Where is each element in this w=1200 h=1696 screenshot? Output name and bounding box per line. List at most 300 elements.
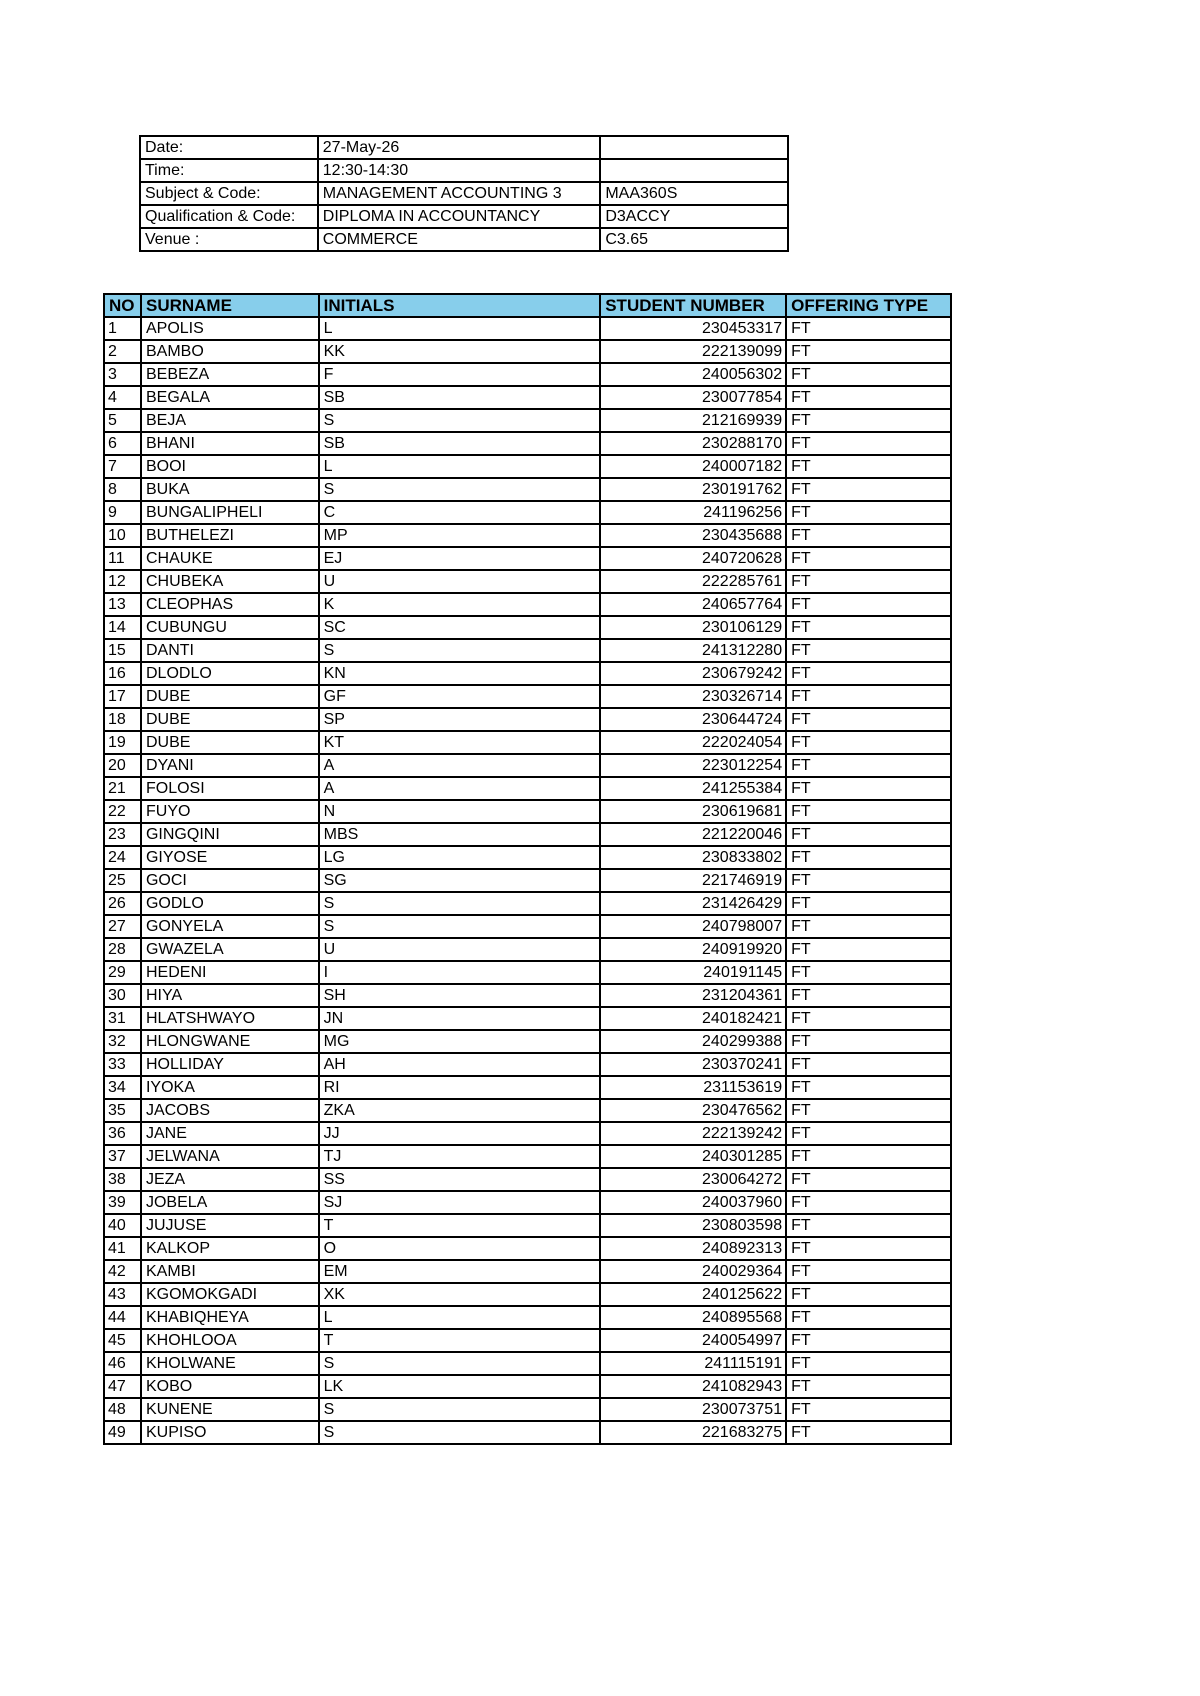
- cell-initials: T: [319, 1214, 601, 1237]
- cell-offering-type: FT: [786, 777, 951, 800]
- cell-offering-type: FT: [786, 1398, 951, 1421]
- cell-student-number: 221746919: [600, 869, 786, 892]
- cell-no: 5: [104, 409, 141, 432]
- cell-initials: JJ: [319, 1122, 601, 1145]
- cell-offering-type: FT: [786, 1306, 951, 1329]
- table-row: [104, 1283, 951, 1306]
- cell-student-number: 240056302: [600, 363, 786, 386]
- cell-initials: N: [319, 800, 601, 823]
- cell-student-number: 221220046: [600, 823, 786, 846]
- cell-offering-type: FT: [786, 1421, 951, 1444]
- cell-no: 46: [104, 1352, 141, 1375]
- cell-offering-type: FT: [786, 317, 951, 340]
- table-row: [104, 616, 951, 639]
- cell-initials: S: [319, 639, 601, 662]
- cell-initials: F: [319, 363, 601, 386]
- cell-offering-type: FT: [786, 938, 951, 961]
- table-row: [104, 1099, 951, 1122]
- cell-initials: LK: [319, 1375, 601, 1398]
- cell-offering-type: FT: [786, 961, 951, 984]
- cell-initials: A: [319, 777, 601, 800]
- table-row: [104, 1191, 951, 1214]
- table-row: [104, 547, 951, 570]
- cell-surname: DLODLO: [141, 662, 319, 685]
- cell-offering-type: FT: [786, 1329, 951, 1352]
- cell-student-number: 230453317: [600, 317, 786, 340]
- cell-no: 27: [104, 915, 141, 938]
- cell-student-number: 240054997: [600, 1329, 786, 1352]
- exam-info-row: [140, 136, 788, 159]
- table-row: [104, 1168, 951, 1191]
- cell-initials: KT: [319, 731, 601, 754]
- cell-no: 24: [104, 846, 141, 869]
- cell-no: 44: [104, 1306, 141, 1329]
- student-list-body: [104, 317, 951, 1444]
- cell-surname: JELWANA: [141, 1145, 319, 1168]
- cell-surname: HLONGWANE: [141, 1030, 319, 1053]
- cell-student-number: 240191145: [600, 961, 786, 984]
- student-list-table: [103, 293, 952, 1445]
- cell-student-number: 240895568: [600, 1306, 786, 1329]
- cell-no: 20: [104, 754, 141, 777]
- cell-offering-type: FT: [786, 1191, 951, 1214]
- cell-student-number: 240125622: [600, 1283, 786, 1306]
- cell-surname: KUPISO: [141, 1421, 319, 1444]
- cell-no: 7: [104, 455, 141, 478]
- info-label: Time:: [140, 159, 318, 182]
- cell-surname: GIYOSE: [141, 846, 319, 869]
- cell-offering-type: FT: [786, 869, 951, 892]
- cell-surname: FUYO: [141, 800, 319, 823]
- cell-no: 34: [104, 1076, 141, 1099]
- cell-initials: S: [319, 478, 601, 501]
- cell-surname: HIYA: [141, 984, 319, 1007]
- info-code: C3.65: [600, 228, 788, 251]
- cell-student-number: 230644724: [600, 708, 786, 731]
- cell-student-number: 230106129: [600, 616, 786, 639]
- cell-surname: BUTHELEZI: [141, 524, 319, 547]
- cell-surname: KHABIQHEYA: [141, 1306, 319, 1329]
- cell-surname: DUBE: [141, 685, 319, 708]
- cell-student-number: 230326714: [600, 685, 786, 708]
- cell-offering-type: FT: [786, 639, 951, 662]
- table-row: [104, 961, 951, 984]
- cell-initials: K: [319, 593, 601, 616]
- cell-student-number: 222139242: [600, 1122, 786, 1145]
- table-row: [104, 869, 951, 892]
- cell-initials: S: [319, 1421, 601, 1444]
- cell-surname: KOBO: [141, 1375, 319, 1398]
- info-value: COMMERCE: [318, 228, 601, 251]
- cell-surname: CLEOPHAS: [141, 593, 319, 616]
- info-code: [600, 136, 788, 159]
- table-row: [104, 1053, 951, 1076]
- student-list-header: [104, 294, 951, 317]
- cell-offering-type: FT: [786, 1283, 951, 1306]
- exam-info-row: [140, 228, 788, 251]
- info-label: Subject & Code:: [140, 182, 318, 205]
- cell-surname: DYANI: [141, 754, 319, 777]
- cell-initials: SH: [319, 984, 601, 1007]
- cell-offering-type: FT: [786, 1122, 951, 1145]
- cell-offering-type: FT: [786, 708, 951, 731]
- cell-student-number: 231204361: [600, 984, 786, 1007]
- info-value: 12:30-14:30: [318, 159, 601, 182]
- cell-initials: XK: [319, 1283, 601, 1306]
- cell-initials: EJ: [319, 547, 601, 570]
- cell-student-number: 240299388: [600, 1030, 786, 1053]
- cell-initials: SS: [319, 1168, 601, 1191]
- cell-offering-type: FT: [786, 1375, 951, 1398]
- cell-surname: JOBELA: [141, 1191, 319, 1214]
- cell-no: 26: [104, 892, 141, 915]
- exam-info-table: [139, 135, 789, 252]
- cell-initials: LG: [319, 846, 601, 869]
- table-row: [104, 1306, 951, 1329]
- cell-initials: GF: [319, 685, 601, 708]
- cell-student-number: 240182421: [600, 1007, 786, 1030]
- cell-student-number: 241255384: [600, 777, 786, 800]
- cell-offering-type: FT: [786, 478, 951, 501]
- cell-offering-type: FT: [786, 593, 951, 616]
- cell-no: 10: [104, 524, 141, 547]
- table-row: [104, 1007, 951, 1030]
- table-row: [104, 570, 951, 593]
- cell-offering-type: FT: [786, 1053, 951, 1076]
- cell-no: 17: [104, 685, 141, 708]
- info-label: Date:: [140, 136, 318, 159]
- cell-initials: ZKA: [319, 1099, 601, 1122]
- cell-no: 41: [104, 1237, 141, 1260]
- cell-initials: SP: [319, 708, 601, 731]
- cell-surname: KHOHLOOA: [141, 1329, 319, 1352]
- cell-offering-type: FT: [786, 363, 951, 386]
- table-row: [104, 1352, 951, 1375]
- info-code: D3ACCY: [600, 205, 788, 228]
- table-row: [104, 340, 951, 363]
- cell-student-number: 241115191: [600, 1352, 786, 1375]
- cell-student-number: 240301285: [600, 1145, 786, 1168]
- cell-surname: CHUBEKA: [141, 570, 319, 593]
- cell-student-number: 230435688: [600, 524, 786, 547]
- cell-offering-type: FT: [786, 524, 951, 547]
- cell-student-number: 240919920: [600, 938, 786, 961]
- cell-student-number: 230288170: [600, 432, 786, 455]
- cell-initials: I: [319, 961, 601, 984]
- cell-surname: BUNGALIPHELI: [141, 501, 319, 524]
- cell-offering-type: FT: [786, 892, 951, 915]
- cell-surname: BUKA: [141, 478, 319, 501]
- cell-surname: KHOLWANE: [141, 1352, 319, 1375]
- column-header-student-number: STUDENT NUMBER: [600, 294, 786, 317]
- table-row: [104, 1145, 951, 1168]
- cell-offering-type: FT: [786, 1352, 951, 1375]
- cell-offering-type: FT: [786, 501, 951, 524]
- cell-offering-type: FT: [786, 455, 951, 478]
- cell-offering-type: FT: [786, 662, 951, 685]
- cell-surname: JUJUSE: [141, 1214, 319, 1237]
- cell-student-number: 230476562: [600, 1099, 786, 1122]
- cell-no: 4: [104, 386, 141, 409]
- cell-offering-type: FT: [786, 386, 951, 409]
- cell-offering-type: FT: [786, 1237, 951, 1260]
- cell-offering-type: FT: [786, 984, 951, 1007]
- cell-student-number: 240720628: [600, 547, 786, 570]
- exam-info-body: [140, 136, 788, 251]
- cell-initials: L: [319, 1306, 601, 1329]
- table-row: [104, 1122, 951, 1145]
- cell-student-number: 230803598: [600, 1214, 786, 1237]
- cell-student-number: 240029364: [600, 1260, 786, 1283]
- cell-student-number: 240007182: [600, 455, 786, 478]
- cell-surname: HLATSHWAYO: [141, 1007, 319, 1030]
- cell-initials: SB: [319, 386, 601, 409]
- cell-student-number: 230191762: [600, 478, 786, 501]
- cell-offering-type: FT: [786, 1007, 951, 1030]
- cell-initials: S: [319, 915, 601, 938]
- cell-surname: BEGALA: [141, 386, 319, 409]
- table-row: [104, 662, 951, 685]
- cell-offering-type: FT: [786, 1168, 951, 1191]
- table-row: [104, 846, 951, 869]
- cell-no: 19: [104, 731, 141, 754]
- cell-offering-type: FT: [786, 1076, 951, 1099]
- cell-offering-type: FT: [786, 1145, 951, 1168]
- cell-offering-type: FT: [786, 547, 951, 570]
- cell-no: 21: [104, 777, 141, 800]
- cell-initials: SJ: [319, 1191, 601, 1214]
- cell-no: 18: [104, 708, 141, 731]
- table-row: [104, 432, 951, 455]
- table-row: [104, 800, 951, 823]
- cell-surname: KALKOP: [141, 1237, 319, 1260]
- table-row: [104, 386, 951, 409]
- cell-no: 45: [104, 1329, 141, 1352]
- cell-initials: KN: [319, 662, 601, 685]
- cell-no: 42: [104, 1260, 141, 1283]
- cell-no: 40: [104, 1214, 141, 1237]
- cell-initials: MP: [319, 524, 601, 547]
- cell-no: 32: [104, 1030, 141, 1053]
- cell-no: 36: [104, 1122, 141, 1145]
- cell-initials: S: [319, 892, 601, 915]
- cell-initials: RI: [319, 1076, 601, 1099]
- cell-no: 16: [104, 662, 141, 685]
- table-row: [104, 363, 951, 386]
- cell-no: 11: [104, 547, 141, 570]
- table-row: [104, 409, 951, 432]
- cell-student-number: 230077854: [600, 386, 786, 409]
- cell-initials: SB: [319, 432, 601, 455]
- cell-offering-type: FT: [786, 846, 951, 869]
- cell-no: 48: [104, 1398, 141, 1421]
- table-row: [104, 501, 951, 524]
- cell-student-number: 222139099: [600, 340, 786, 363]
- cell-initials: TJ: [319, 1145, 601, 1168]
- cell-no: 25: [104, 869, 141, 892]
- cell-student-number: 231426429: [600, 892, 786, 915]
- table-row: [104, 317, 951, 340]
- cell-surname: CUBUNGU: [141, 616, 319, 639]
- cell-surname: GONYELA: [141, 915, 319, 938]
- cell-surname: DUBE: [141, 731, 319, 754]
- cell-surname: DANTI: [141, 639, 319, 662]
- table-row: [104, 823, 951, 846]
- exam-info-row: [140, 205, 788, 228]
- cell-student-number: 241082943: [600, 1375, 786, 1398]
- table-row: [104, 708, 951, 731]
- cell-offering-type: FT: [786, 432, 951, 455]
- info-code: [600, 159, 788, 182]
- table-row: [104, 685, 951, 708]
- cell-offering-type: FT: [786, 731, 951, 754]
- table-row: [104, 731, 951, 754]
- info-code: MAA360S: [600, 182, 788, 205]
- header-row: [104, 294, 951, 317]
- cell-offering-type: FT: [786, 409, 951, 432]
- cell-offering-type: FT: [786, 685, 951, 708]
- table-row: [104, 1329, 951, 1352]
- cell-surname: GINGQINI: [141, 823, 319, 846]
- cell-student-number: 241196256: [600, 501, 786, 524]
- table-row: [104, 1030, 951, 1053]
- table-row: [104, 478, 951, 501]
- cell-no: 8: [104, 478, 141, 501]
- cell-student-number: 240798007: [600, 915, 786, 938]
- table-row: [104, 1375, 951, 1398]
- cell-no: 23: [104, 823, 141, 846]
- table-row: [104, 1398, 951, 1421]
- cell-offering-type: FT: [786, 823, 951, 846]
- cell-offering-type: FT: [786, 1030, 951, 1053]
- cell-initials: S: [319, 1398, 601, 1421]
- exam-info-row: [140, 182, 788, 205]
- cell-no: 38: [104, 1168, 141, 1191]
- cell-student-number: 230370241: [600, 1053, 786, 1076]
- cell-initials: L: [319, 317, 601, 340]
- cell-no: 2: [104, 340, 141, 363]
- cell-student-number: 240037960: [600, 1191, 786, 1214]
- table-row: [104, 593, 951, 616]
- cell-no: 6: [104, 432, 141, 455]
- table-row: [104, 754, 951, 777]
- cell-surname: CHAUKE: [141, 547, 319, 570]
- cell-offering-type: FT: [786, 1260, 951, 1283]
- table-row: [104, 938, 951, 961]
- cell-surname: GWAZELA: [141, 938, 319, 961]
- cell-initials: L: [319, 455, 601, 478]
- cell-surname: JACOBS: [141, 1099, 319, 1122]
- cell-surname: BOOI: [141, 455, 319, 478]
- cell-initials: T: [319, 1329, 601, 1352]
- column-header-no: NO: [104, 294, 141, 317]
- cell-no: 33: [104, 1053, 141, 1076]
- cell-student-number: 230064272: [600, 1168, 786, 1191]
- cell-offering-type: FT: [786, 800, 951, 823]
- table-row: [104, 455, 951, 478]
- cell-surname: BHANI: [141, 432, 319, 455]
- cell-no: 49: [104, 1421, 141, 1444]
- cell-student-number: 240892313: [600, 1237, 786, 1260]
- table-row: [104, 1421, 951, 1444]
- table-row: [104, 1237, 951, 1260]
- cell-no: 13: [104, 593, 141, 616]
- cell-surname: APOLIS: [141, 317, 319, 340]
- cell-surname: FOLOSI: [141, 777, 319, 800]
- info-label: Qualification & Code:: [140, 205, 318, 228]
- cell-student-number: 222024054: [600, 731, 786, 754]
- cell-initials: SG: [319, 869, 601, 892]
- cell-offering-type: FT: [786, 616, 951, 639]
- cell-initials: JN: [319, 1007, 601, 1030]
- cell-student-number: 212169939: [600, 409, 786, 432]
- cell-no: 9: [104, 501, 141, 524]
- cell-no: 37: [104, 1145, 141, 1168]
- cell-student-number: 221683275: [600, 1421, 786, 1444]
- cell-initials: KK: [319, 340, 601, 363]
- cell-initials: S: [319, 409, 601, 432]
- column-header-initials: INITIALS: [319, 294, 601, 317]
- cell-student-number: 222285761: [600, 570, 786, 593]
- cell-student-number: 231153619: [600, 1076, 786, 1099]
- cell-initials: O: [319, 1237, 601, 1260]
- cell-student-number: 240657764: [600, 593, 786, 616]
- cell-surname: KGOMOKGADI: [141, 1283, 319, 1306]
- cell-initials: C: [319, 501, 601, 524]
- cell-surname: BEJA: [141, 409, 319, 432]
- cell-offering-type: FT: [786, 570, 951, 593]
- cell-surname: DUBE: [141, 708, 319, 731]
- cell-no: 31: [104, 1007, 141, 1030]
- info-value: 27-May-26: [318, 136, 601, 159]
- cell-student-number: 230679242: [600, 662, 786, 685]
- cell-surname: BAMBO: [141, 340, 319, 363]
- cell-no: 39: [104, 1191, 141, 1214]
- cell-no: 22: [104, 800, 141, 823]
- cell-no: 1: [104, 317, 141, 340]
- cell-no: 15: [104, 639, 141, 662]
- table-row: [104, 915, 951, 938]
- table-row: [104, 524, 951, 547]
- cell-surname: HEDENI: [141, 961, 319, 984]
- cell-offering-type: FT: [786, 340, 951, 363]
- cell-initials: MG: [319, 1030, 601, 1053]
- cell-initials: AH: [319, 1053, 601, 1076]
- cell-no: 30: [104, 984, 141, 1007]
- cell-initials: MBS: [319, 823, 601, 846]
- cell-no: 3: [104, 363, 141, 386]
- cell-surname: GOCI: [141, 869, 319, 892]
- cell-no: 43: [104, 1283, 141, 1306]
- cell-no: 35: [104, 1099, 141, 1122]
- cell-initials: U: [319, 570, 601, 593]
- column-header-surname: SURNAME: [141, 294, 319, 317]
- cell-offering-type: FT: [786, 1099, 951, 1122]
- cell-offering-type: FT: [786, 915, 951, 938]
- cell-no: 28: [104, 938, 141, 961]
- cell-no: 14: [104, 616, 141, 639]
- exam-info-row: [140, 159, 788, 182]
- cell-initials: A: [319, 754, 601, 777]
- cell-surname: KAMBI: [141, 1260, 319, 1283]
- cell-initials: U: [319, 938, 601, 961]
- column-header-offering-type: OFFERING TYPE: [786, 294, 951, 317]
- cell-surname: HOLLIDAY: [141, 1053, 319, 1076]
- info-value: DIPLOMA IN ACCOUNTANCY: [318, 205, 601, 228]
- cell-student-number: 230073751: [600, 1398, 786, 1421]
- table-row: [104, 984, 951, 1007]
- cell-surname: KUNENE: [141, 1398, 319, 1421]
